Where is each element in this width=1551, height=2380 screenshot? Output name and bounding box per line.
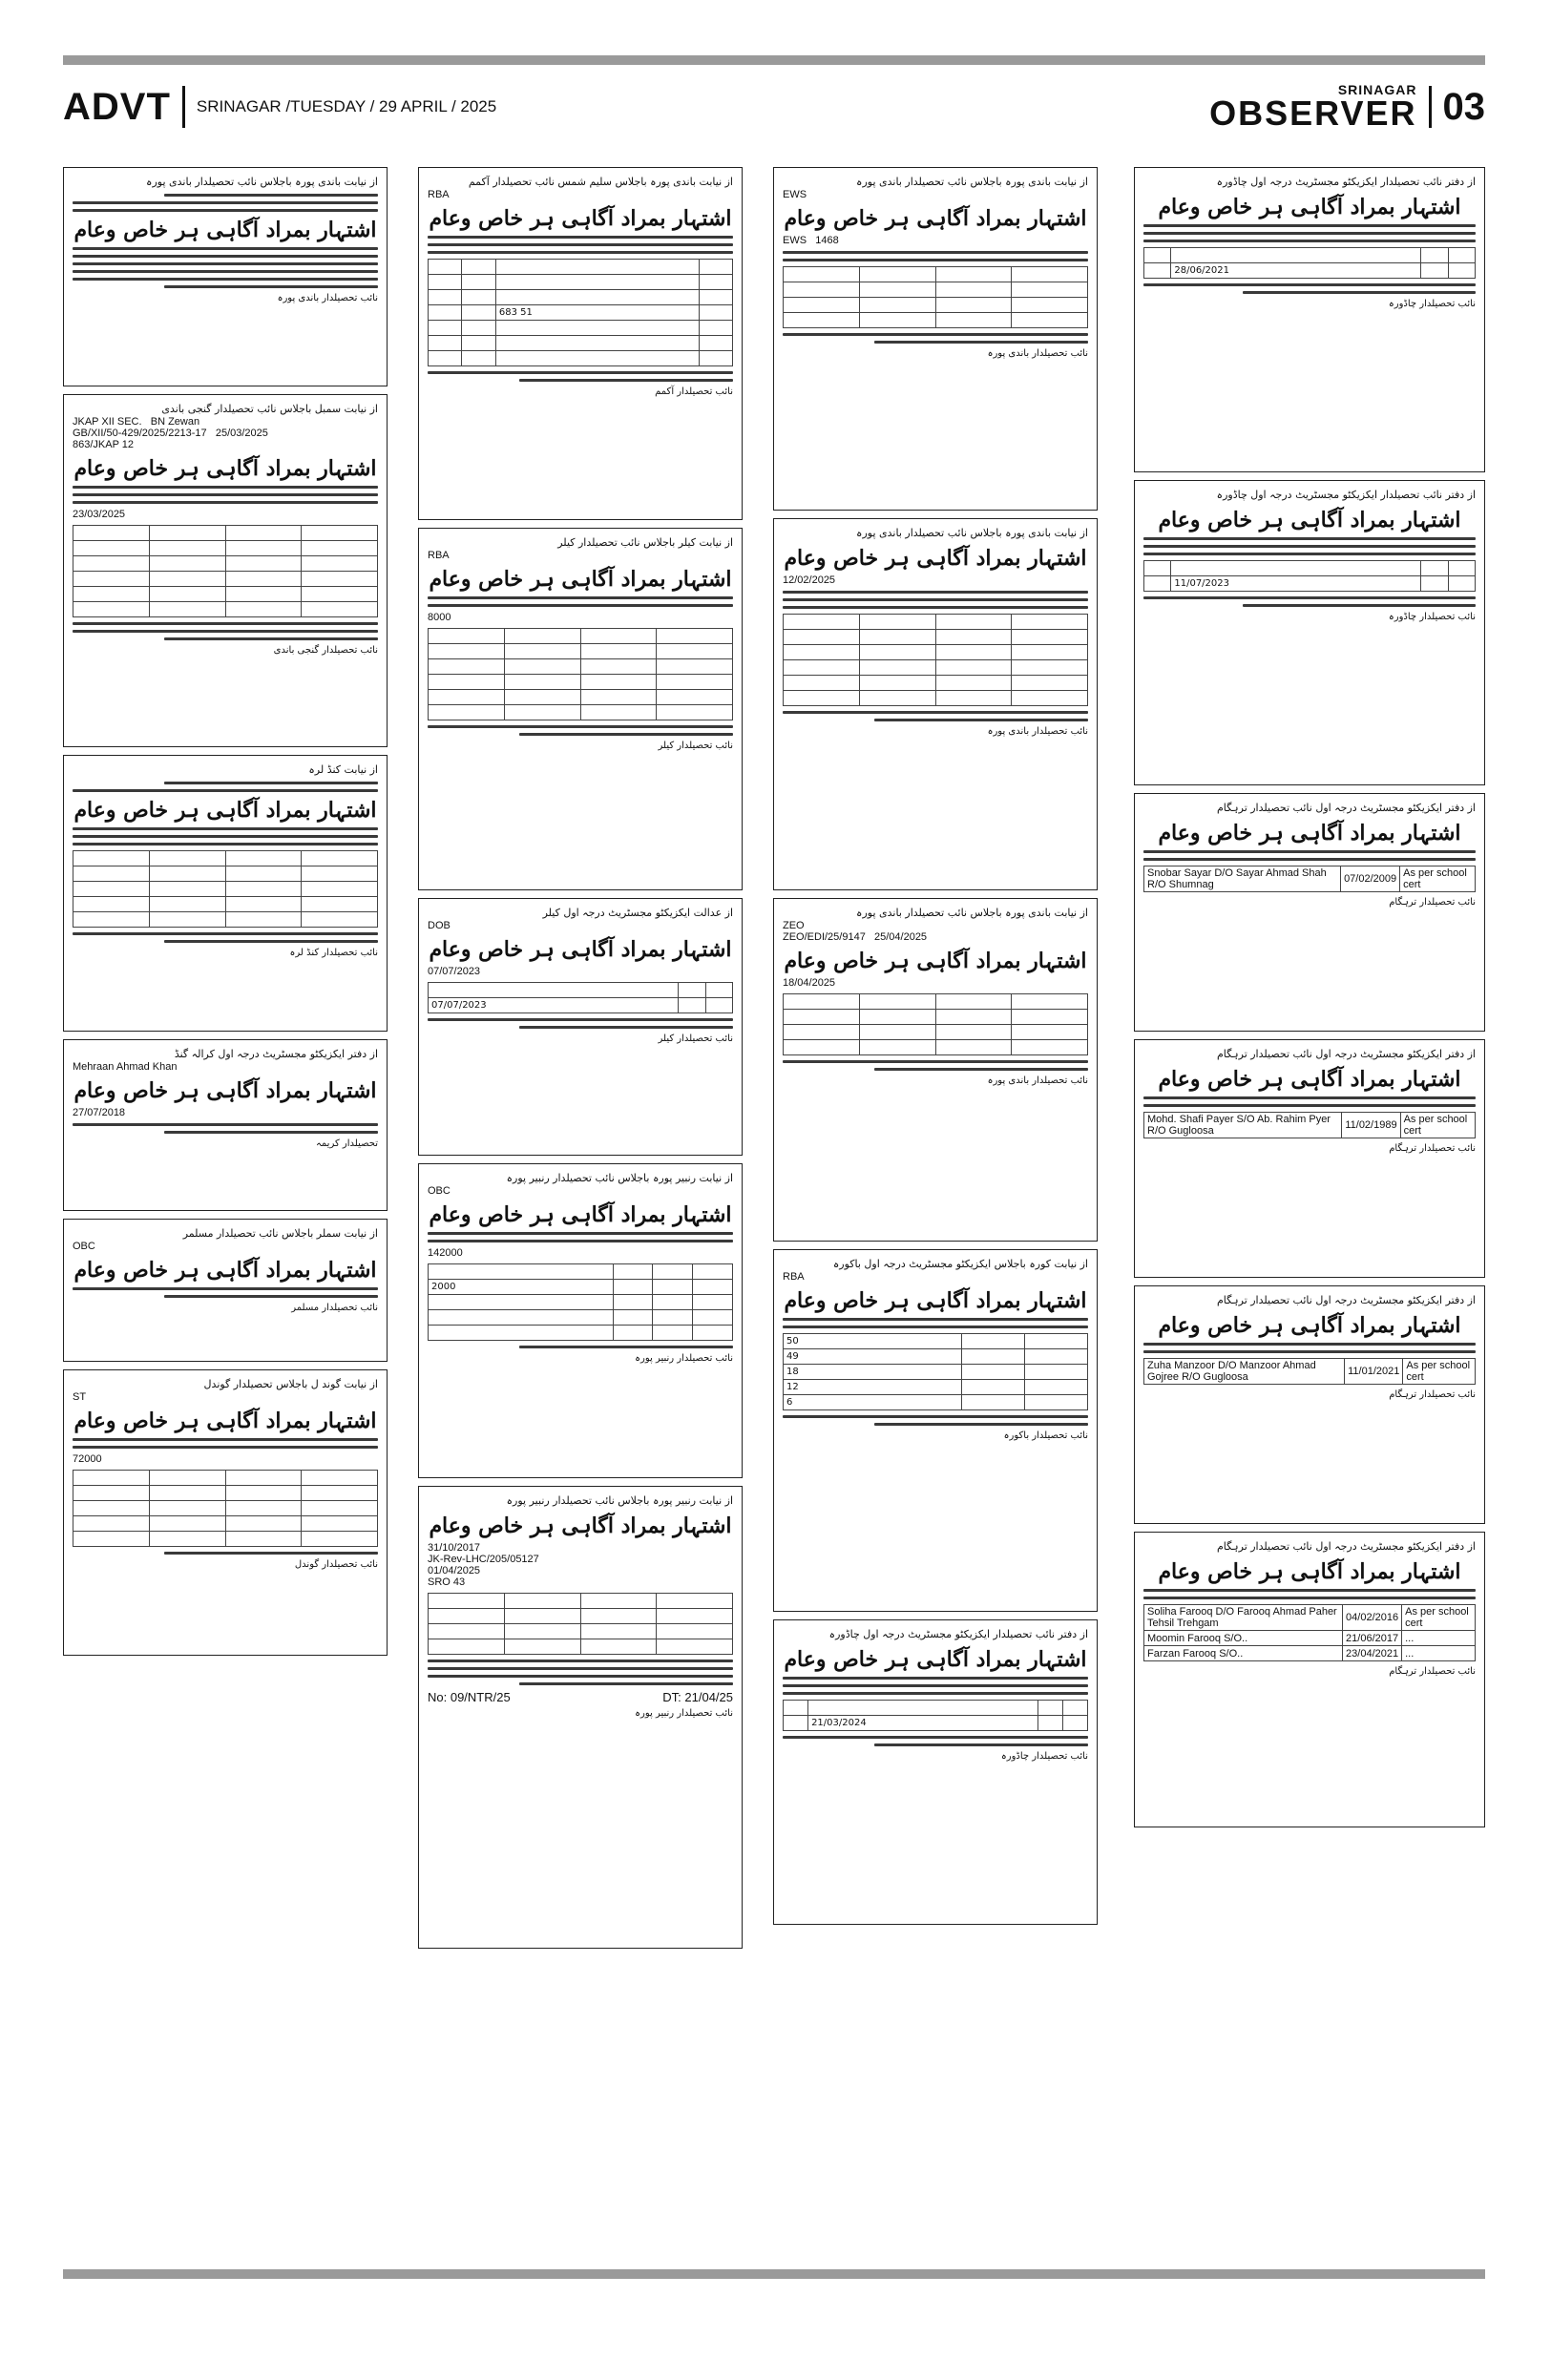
section-label: ADVT (63, 85, 171, 128)
column-4 (1134, 167, 1485, 1835)
reference-text: SRO 43 (428, 1576, 466, 1588)
notice-heading: از نیابت باندی پورہ باجلاس نائب تحصیلدار باندی پورہ (856, 527, 1088, 539)
column-3 (773, 167, 1098, 1932)
notice-title: اشتہار بمراد آگاہی ہر خاص وعام (1158, 195, 1461, 219)
notice-signature: نائب تحصیلدار باندی پورہ (987, 348, 1088, 359)
notice-title: اشتہار بمراد آگاہی ہر خاص وعام (73, 218, 377, 242)
notice-heading: از دفتر نائب تحصیلدار ایکزیکٹو مجسٹریٹ درجہ اول چاڈورہ (1216, 176, 1476, 188)
notice-ad (63, 167, 388, 386)
notice-title: اشتہار بمراد آگاہی ہر خاص وعام (1158, 821, 1461, 846)
reference-date: 07/07/2023 (428, 966, 481, 977)
notice-title: اشتہار بمراد آگاہی ہر خاص وعام (73, 1258, 377, 1283)
dateline: SRINAGAR /TUESDAY / 29 APRIL / 2025 (196, 97, 497, 115)
reference-text: RBA (428, 550, 450, 561)
bottom-rule (63, 2269, 1485, 2279)
notice-title: اشتہار بمراد آگاہی ہر خاص وعام (1158, 1067, 1461, 1092)
notice-heading: از نیابت رنبیر پورہ باجلاس نائب تحصیلدار رنبیر پورہ (506, 1172, 733, 1184)
notice-heading: از دفتر نائب تحصیلدار ایکزیکٹو مجسٹریٹ درجہ اول چاڈورہ (828, 1628, 1088, 1640)
notice-heading: از نیابت باندی پورہ باجلاس سلیم شمس نائب تحصیلدار آکمم (468, 176, 733, 188)
notice-title: اشتہار بمراد آگاہی ہر خاص وعام (784, 949, 1087, 973)
column-2 (418, 167, 743, 1956)
reference-date: 18/04/2025 (783, 977, 836, 989)
masthead-name: OBSERVER (1209, 94, 1417, 133)
notice-ad (773, 1619, 1098, 1925)
notice-title: اشتہار بمراد آگاہی ہر خاص وعام (429, 1514, 732, 1538)
notice-title: اشتہار بمراد آگاہی ہر خاص وعام (429, 567, 732, 592)
details-table: Snobar Sayar D/O Sayar Ahmad Shah R/O Shumnag 07/02/2009 As per school cert (1143, 866, 1476, 892)
reference-text: RBA (428, 189, 450, 200)
notice-heading: از نیابت سملر باجلاس نائب تحصیلدار مسلمر (182, 1227, 378, 1240)
notice-signature: نائب تحصیلدار باندی پورہ (987, 1075, 1088, 1086)
reference-text: RBA (783, 1271, 805, 1283)
notice-title: اشتہار بمراد آگاہی ہر خاص وعام (784, 1647, 1087, 1672)
applicant-name: Mehraan Ahmad Khan (73, 1061, 178, 1073)
notice-ad (773, 518, 1098, 890)
notice-signature: نائب تحصیلدار رنبیر پورہ (635, 1353, 733, 1364)
notice-ad (1134, 167, 1485, 472)
page-number: 03 (1442, 85, 1485, 128)
notice-signature: نائب تحصیلدار ترہگام (1389, 897, 1476, 908)
notice-signature: نائب تحصیلدار باندی پورہ (987, 726, 1088, 737)
details-table: Zuha Manzoor D/O Manzoor Ahmad Gojree R/O Gugloosa 11/01/2021 As per school cert (1143, 1358, 1476, 1385)
page-header (63, 78, 1485, 136)
details-table: 28/06/2021 (1143, 247, 1476, 279)
notice-signature: نائب تحصیلدار چاڈورہ (1388, 612, 1476, 622)
notice-heading: از نیابت باندی پورہ باجلاس نائب تحصیلدار باندی پورہ (856, 176, 1088, 188)
details-table: 683 51 (428, 259, 733, 366)
masthead-logo (1209, 83, 1416, 131)
reference-date: 23/03/2025 (73, 509, 126, 520)
notice-title: اشتہار بمراد آگاہی ہر خاص وعام (429, 937, 732, 962)
reference-date: 01/04/2025 (428, 1565, 481, 1576)
notice-heading: از نیابت باندی پورہ باجلاس نائب تحصیلدار باندی پورہ (146, 176, 378, 188)
top-rule (63, 55, 1485, 65)
notice-title: اشتہار بمراد آگاہی ہر خاص وعام (429, 1202, 732, 1227)
reference-text: 863/JKAP 12 (73, 439, 135, 450)
notice-heading: از نیابت سمبل باجلاس نائب تحصیلدار گنجی باندی (161, 403, 378, 415)
notice-ad (1134, 1532, 1485, 1827)
notice-signature: نائب تحصیلدار کنڈ لرہ (289, 948, 378, 958)
reference-text: OBC (428, 1185, 451, 1197)
notice-heading: از نیابت کیلر باجلاس نائب تحصیلدار کیلر (557, 536, 733, 549)
notice-title: اشتہار بمراد آگاہی ہر خاص وعام (784, 546, 1087, 571)
notice-ad (63, 755, 388, 1032)
details-table: Soliha Farooq D/O Farooq Ahmad Paher Tehsil Trehgam 04/02/2016 As per school cert Moomin Farooq S/O.. 21/06/2017 ... Farzan Farooq S/O.. 23/04/2021 ... (1143, 1604, 1476, 1661)
notice-signature: نائب تحصیلدار ترہگام (1389, 1143, 1476, 1154)
notice-date: DT: 21/04/25 (662, 1690, 733, 1704)
notice-signature: نائب تحصیلدار مسلمر (291, 1303, 378, 1313)
notice-signature: نائب تحصیلدار کیلر (658, 741, 733, 751)
details-table (73, 525, 378, 617)
reference-date: 12/02/2025 (783, 574, 836, 586)
notice-ad (418, 1163, 743, 1478)
notice-signature: تحصیلدار کریمہ (316, 1138, 378, 1149)
notice-signature: نائب تحصیلدار باکورہ (1003, 1430, 1088, 1441)
notice-signature: نائب تحصیلدار ترہگام (1389, 1666, 1476, 1677)
notice-signature: نائب تحصیلدار گوندل (294, 1559, 378, 1570)
reference-date: 31/10/2017 (428, 1542, 481, 1554)
notice-ad (63, 394, 388, 747)
notice-ad (1134, 793, 1485, 1032)
details-table (428, 1593, 733, 1655)
notice-heading: از دفتر ایکزیکٹو مجسٹریٹ درجہ اول نائب تحصیلدار ترہگام (1216, 802, 1476, 814)
details-table: 2000 (428, 1263, 733, 1341)
notice-heading: از نیابت گوند ل باجلاس تحصیلدار گوندل (203, 1378, 378, 1390)
notice-ad (1134, 1039, 1485, 1278)
notice-signature: نائب تحصیلدار باندی پورہ (277, 293, 378, 303)
notice-signature: نائب تحصیلدار گنجی باندی (273, 645, 378, 656)
details-table: 11/07/2023 (1143, 560, 1476, 592)
notice-signature: نائب تحصیلدار چاڈورہ (1388, 299, 1476, 309)
header-left (63, 78, 496, 136)
masthead-city: SRINAGAR (1337, 82, 1417, 97)
notice-heading: از دفتر ایکزیکٹو مجسٹریٹ درجہ اول نائب تحصیلدار ترہگام (1216, 1048, 1476, 1060)
details-table: 07/07/2023 (428, 982, 733, 1013)
notice-title: اشتہار بمراد آگاہی ہر خاص وعام (784, 206, 1087, 231)
notice-ad (63, 1369, 388, 1656)
notice-heading: از عدالت ایکزیکٹو مجسٹریٹ درجہ اول کیلر (542, 907, 733, 919)
notice-ad (418, 528, 743, 890)
header-divider (182, 86, 185, 128)
notice-heading: از نیابت کنڈ لرہ (308, 763, 378, 776)
notice-ad (418, 167, 743, 520)
notice-signature: نائب تحصیلدار ترہگام (1389, 1389, 1476, 1400)
notice-signature: نائب تحصیلدار چاڈورہ (1000, 1751, 1088, 1762)
details-table (783, 614, 1088, 706)
income-value: 8000 (428, 612, 451, 623)
notice-ad (773, 167, 1098, 511)
notice-heading: از دفتر ایکزیکٹو مجسٹریٹ درجہ اول نائب تحصیلدار ترہگام (1216, 1540, 1476, 1553)
notice-signature: نائب تحصیلدار آکمم (655, 386, 733, 397)
notice-number: No: 09/NTR/25 (428, 1690, 511, 1704)
header-right (1209, 78, 1485, 136)
notice-ad (63, 1219, 388, 1362)
reference-text: OBC (73, 1241, 95, 1252)
notice-title: اشتہار بمراد آگاہی ہر خاص وعام (73, 456, 377, 481)
reference-text: ST (73, 1391, 87, 1403)
notice-reference (428, 1690, 733, 1704)
notice-ad (63, 1039, 388, 1211)
details-table: Mohd. Shafi Payer S/O Ab. Rahim Pyer R/O Gugloosa 11/02/1989 As per school cert (1143, 1112, 1476, 1138)
reference-text: EWS 1468 (783, 235, 839, 246)
reference-text: ZEO/EDI/25/9147 25/04/2025 (783, 931, 928, 943)
notice-title: اشتہار بمراد آگاہی ہر خاص وعام (1158, 508, 1461, 532)
notice-ad (418, 898, 743, 1156)
notice-heading: از نیابت رنبیر پورہ باجلاس نائب تحصیلدار رنبیر پورہ (506, 1494, 733, 1507)
notice-title: اشتہار بمراد آگاہی ہر خاص وعام (73, 1078, 377, 1103)
details-table (783, 993, 1088, 1055)
notice-heading: از دفتر ایکزیکٹو مجسٹریٹ درجہ اول کرالہ گنڈ (174, 1048, 378, 1060)
details-table (783, 266, 1088, 328)
reference-date: 27/07/2018 (73, 1107, 126, 1118)
notice-heading: از نیابت کورہ باجلاس ایکزیکٹو مجسٹریٹ درجہ اول باکورہ (832, 1258, 1088, 1270)
notice-title: اشتہار بمراد آگاہی ہر خاص وعام (784, 1288, 1087, 1313)
column-1 (63, 167, 388, 1663)
notice-ad (773, 898, 1098, 1242)
details-table: 50 49 18 12 6 (783, 1333, 1088, 1410)
reference-text: EWS (783, 189, 807, 200)
reference-text: DOB (428, 920, 451, 931)
notice-title: اشتہار بمراد آگاہی ہر خاص وعام (1158, 1313, 1461, 1338)
reference-text: JKAP XII SEC. BN Zewan (73, 416, 200, 428)
header-divider-right (1429, 86, 1432, 128)
notice-heading: از دفتر ایکزیکٹو مجسٹریٹ درجہ اول نائب تحصیلدار ترہگام (1216, 1294, 1476, 1306)
notice-ad (418, 1486, 743, 1949)
notice-signature: نائب تحصیلدار کیلر (658, 1033, 733, 1044)
notice-ad (1134, 480, 1485, 785)
reference-text: ZEO (783, 920, 805, 931)
notice-title: اشتہار بمراد آگاہی ہر خاص وعام (73, 798, 377, 823)
details-table (428, 628, 733, 720)
notice-heading: از دفتر نائب تحصیلدار ایکزیکٹو مجسٹریٹ درجہ اول چاڈورہ (1216, 489, 1476, 501)
details-table: 21/03/2024 (783, 1700, 1088, 1731)
notice-heading: از نیابت باندی پورہ باجلاس نائب تحصیلدار باندی پورہ (856, 907, 1088, 919)
notice-ad (773, 1249, 1098, 1612)
notice-signature: نائب تحصیلدار رنبیر پورہ (635, 1708, 733, 1719)
notice-title: اشتہار بمراد آگاہی ہر خاص وعام (429, 206, 732, 231)
reference-text: JK-Rev-LHC/205/05127 (428, 1554, 539, 1565)
notice-ad (1134, 1285, 1485, 1524)
income-value: 142000 (428, 1247, 463, 1259)
income-value: 72000 (73, 1453, 102, 1465)
reference-text: GB/XII/50-429/2025/2213-17 25/03/2025 (73, 428, 268, 439)
notice-title: اشتہار بمراد آگاہی ہر خاص وعام (73, 1409, 377, 1433)
details-table (73, 850, 378, 928)
notice-title: اشتہار بمراد آگاہی ہر خاص وعام (1158, 1559, 1461, 1584)
details-table (73, 1470, 378, 1547)
